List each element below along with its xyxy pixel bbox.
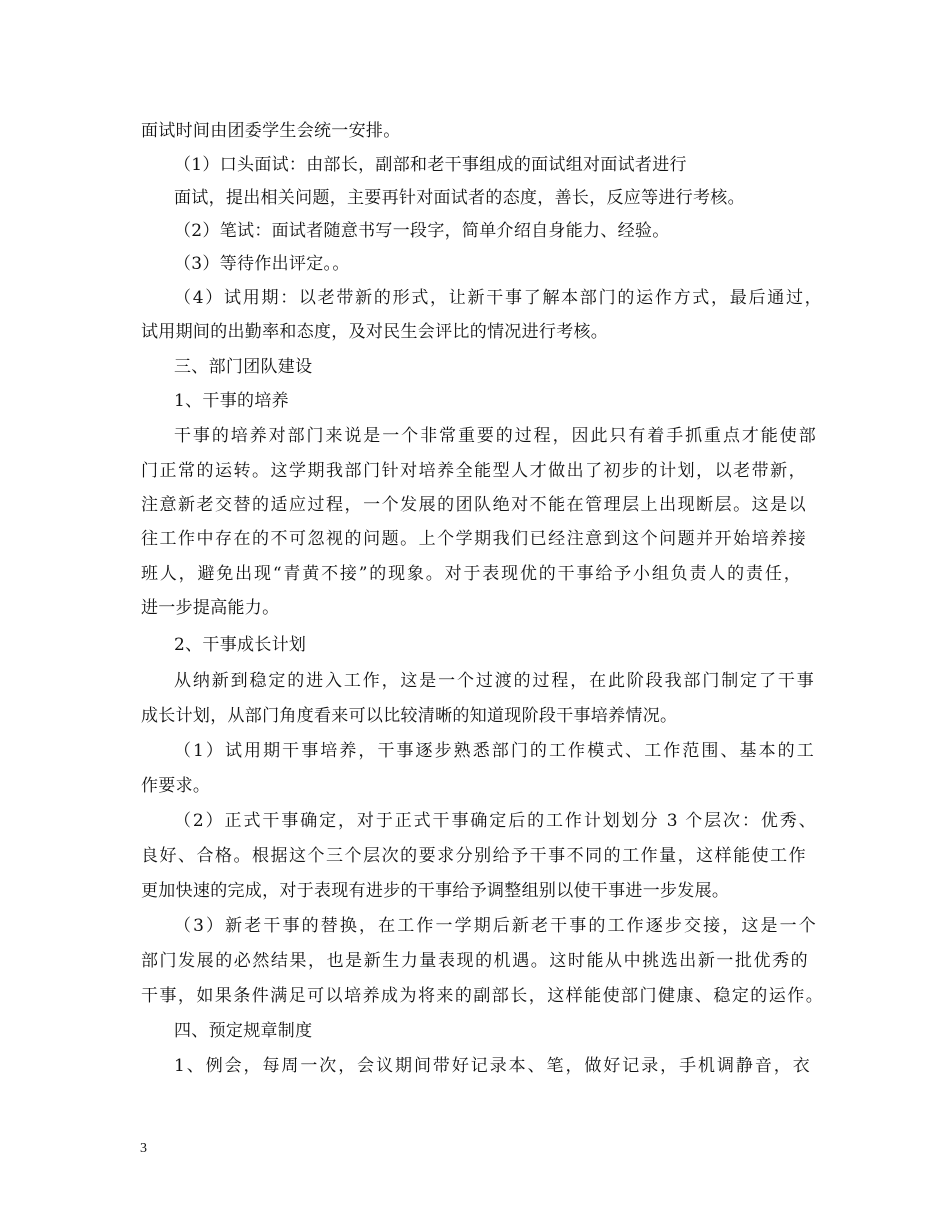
- text-line: 往工作中存在的不可忽视的问题。上个学期我们已经注意到这个问题并开始培养接: [141, 529, 806, 549]
- text-line: 进一步提高能力。: [141, 598, 280, 618]
- subsection-heading: 1、干事的培养: [174, 391, 289, 411]
- text-line: （4）试用期：以老带新的形式，让新干事了解本部门的运作方式，最后通过，: [174, 288, 822, 308]
- text-line: 注意新老交替的适应过程，一个发展的团队绝对不能在管理层上出现断层。这是以: [141, 495, 806, 515]
- text-line: （1）试用期干事培养，干事逐步熟悉部门的工作模式、工作范围、基本的工: [174, 741, 814, 761]
- text-line: （3）等待作出评定。。: [174, 254, 350, 274]
- text-line: 部门发展的必然结果，也是新生力量表现的机遇。这时能从中挑选出新一批优秀的: [141, 951, 808, 971]
- section-heading: 三、部门团队建设: [174, 357, 313, 377]
- page-number: 3: [140, 1141, 147, 1156]
- text-line: （3）新老干事的替换，在工作一学期后新老干事的工作逐步交接，这是一个: [174, 916, 816, 936]
- text-line: 门正常的运转。这学期我部门针对培养全能型人才做出了初步的计划，以老带新，: [141, 461, 806, 481]
- text-line: 班人，避免出现“青黄不接”的现象。对于表现优的干事给予小组负责人的责任，: [141, 564, 801, 584]
- text-line: 1、例会，每周一次，会议期间带好记录本、笔，做好记录，手机调静音，衣: [174, 1056, 810, 1076]
- subsection-heading: 2、干事成长计划: [174, 635, 307, 655]
- text-line: （2）正式干事确定，对于正式干事确定后的工作计划划分 3 个层次：优秀、: [174, 811, 816, 831]
- text-line: 作要求。: [141, 776, 211, 796]
- text-line: （1）口头面试：由部长，副部和老干事组成的面试组对面试者进行: [174, 155, 687, 175]
- text-line: 良好、合格。根据这个三个层次的要求分别给予干事不同的工作量，这样能使工作: [141, 846, 806, 866]
- text-line: （2）笔试：面试者随意书写一段字，简单介绍自身能力、经验。: [174, 221, 670, 241]
- text-line: 从纳新到稳定的进入工作，这是一个过渡的过程，在此阶段我部门制定了干事: [174, 671, 814, 691]
- text-line: 干事，如果条件满足可以培养成为将来的副部长，这样能使部门健康、稳定的运作。: [141, 986, 823, 1006]
- section-heading: 四、预定规章制度: [174, 1021, 313, 1041]
- text-line: 成长计划，从部门角度看来可以比较清晰的知道现阶段干事培养情况。: [141, 706, 678, 726]
- text-line: 面试时间由团委学生会统一安排。: [141, 121, 401, 141]
- text-line: 试用期间的出勤率和态度，及对民生会评比的情况进行考核。: [141, 322, 609, 342]
- text-line: 更加快速的完成，对于表现有进步的干事给予调整组别以使干事进一步发展。: [141, 881, 730, 901]
- text-line: 干事的培养对部门来说是一个非常重要的过程，因此只有着手抓重点才能使部: [174, 426, 816, 446]
- text-line: 面试，提出相关问题，主要再针对面试者的态度，善长，反应等进行考核。: [174, 188, 745, 208]
